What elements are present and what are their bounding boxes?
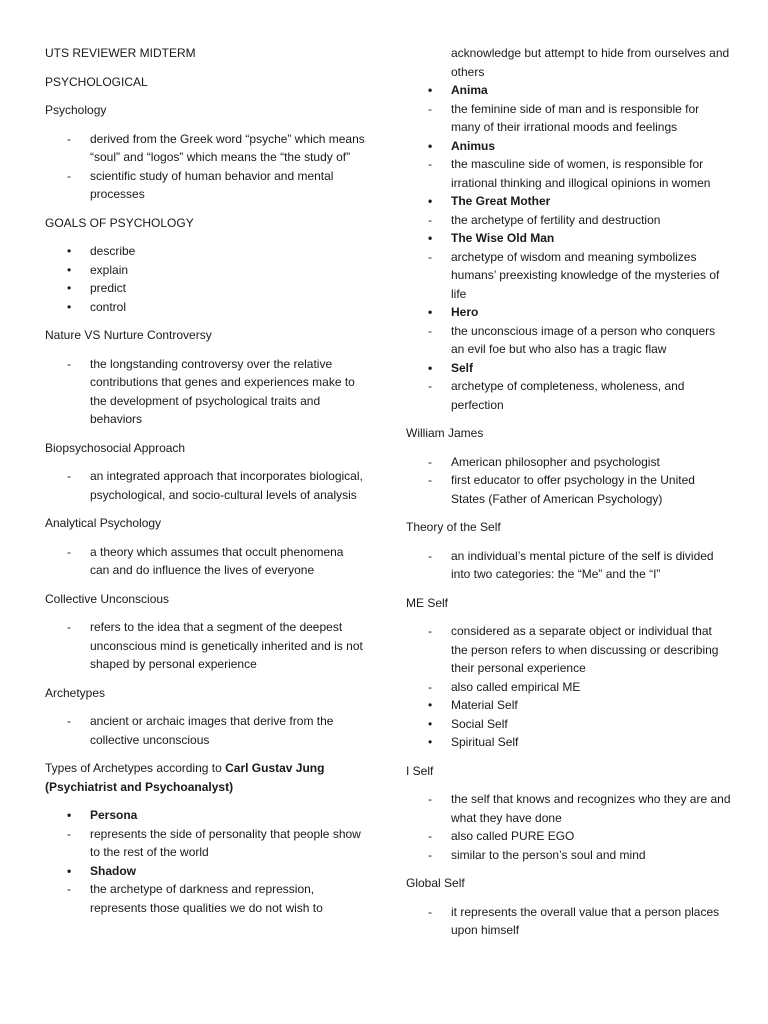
william-heading: William James <box>406 426 484 440</box>
list-item: - first educator to offer psychology in the United States (Father of American Psychology) <box>428 473 695 506</box>
collective-heading: Collective Unconscious <box>45 591 170 606</box>
list-item: • Anima <box>428 83 488 97</box>
biopsycho-list <box>45 467 365 504</box>
list-item: • describe <box>67 244 136 258</box>
theory-list <box>406 547 731 584</box>
list-item: acknowledge but attempt to hide from ourselves and others <box>451 46 730 79</box>
list-item: • Social Self <box>428 716 508 731</box>
list-item: - scientific study of human behavior and mental processes <box>67 168 334 201</box>
global-self-list <box>406 903 731 940</box>
list-item: • The Great Mother <box>428 194 551 208</box>
list-item: - the masculine side of women, is responsible for irrational thinking and illogical opinions in women <box>428 157 711 190</box>
list-item: - archetype of wisdom and meaning symbolizes humans’ preexisting knowledge of the mysteries of life <box>428 249 720 301</box>
list-item: • predict <box>67 281 127 295</box>
right-column <box>406 44 731 950</box>
list-item: • Material Self <box>428 698 518 712</box>
list-item: - it represents the overall value that a person places upon himself <box>428 904 720 937</box>
list-item: • Spiritual Self <box>428 735 519 749</box>
list-item: • Animus <box>428 138 496 153</box>
list-item: - the feminine side of man and is responsible for many of their irrational moods and feelings <box>428 101 700 134</box>
collective-list <box>45 618 365 674</box>
psychology-heading: Psychology <box>45 103 107 117</box>
nature-list <box>45 355 365 429</box>
list-item: - similar to the person’s soul and mind <box>428 847 646 862</box>
list-item: - also called PURE EGO <box>428 829 575 843</box>
archetype-types-list <box>45 806 365 917</box>
list-item: - the unconscious image of a person who conquers an evil foe but who also has a tragic flaw <box>428 323 716 356</box>
i-self-list <box>406 790 731 864</box>
archetype-types-list-continued <box>406 44 731 414</box>
list-item: - represents the side of personality that people show to the rest of the world <box>67 826 361 859</box>
list-item: - American philosopher and psychologist <box>428 454 660 469</box>
list-item: - ancient or archaic images that derive from the collective unconscious <box>67 714 334 747</box>
list-item: - archetype of completeness, wholeness, and perfection <box>428 379 685 412</box>
list-item: - a theory which assumes that occult phenomena can and do influence the lives of everyone <box>67 544 344 577</box>
nature-heading: Nature VS Nurture Controversy <box>45 328 212 342</box>
psychology-list <box>45 130 365 204</box>
william-list <box>406 453 731 509</box>
list-item: - derived from the Greek word “psyche” which means “soul” and “logos” which means the “the study of” <box>67 131 365 164</box>
list-item: - an individual’s mental picture of the self is divided into two categories: the “Me” and the “I” <box>428 548 714 581</box>
list-item: • explain <box>67 262 129 277</box>
list-item: - refers to the idea that a segment of the deepest unconscious mind is genetically inherited and is not shaped by personal experience <box>67 620 363 671</box>
theory-heading: Theory of the Self <box>406 520 501 534</box>
analytical-heading: Analytical Psychology <box>45 516 162 530</box>
biopsycho-heading: Biopsychosocial Approach <box>45 440 186 455</box>
list-item: - the archetype of fertility and destruction <box>428 212 661 227</box>
archetypes-list <box>45 712 365 749</box>
list-item: • Hero <box>428 305 479 319</box>
types-heading: Types of Archetypes according to Carl Gustav Jung (Psychiatrist and Psychoanalyst) <box>45 761 325 794</box>
me-self-heading: ME Self <box>406 595 449 610</box>
section-heading: PSYCHOLOGICAL <box>45 74 148 89</box>
list-item: • Self <box>428 360 474 375</box>
document-title: UTS REVIEWER MIDTERM <box>45 46 196 60</box>
list-item: - the self that knows and recognizes who they are and what they have done <box>428 792 731 825</box>
list-item: • The Wise Old Man <box>428 231 555 245</box>
analytical-list <box>45 543 365 580</box>
i-self-heading: I Self <box>406 763 434 778</box>
archetypes-heading: Archetypes <box>45 685 106 700</box>
left-column <box>45 44 365 927</box>
list-item: • Shadow <box>67 863 137 878</box>
list-item: - the longstanding controversy over the relative contributions that genes and experiences make to the development of psychological traits and behaviors <box>67 356 355 426</box>
global-self-heading: Global Self <box>406 876 465 890</box>
list-item: - the archetype of darkness and repression, represents those qualities we do not wish to <box>67 882 323 915</box>
list-item: - an integrated approach that incorporates biological, psychological, and socio-cultural levels of analysis <box>67 469 363 502</box>
list-item: - also called empirical ME <box>428 679 581 694</box>
list-item: • control <box>67 299 127 314</box>
list-item: - considered as a separate object or individual that the person refers to when discussing or describing their personal experience <box>428 624 719 675</box>
me-self-list <box>406 622 731 752</box>
list-item: • Persona <box>67 808 138 822</box>
goals-list <box>45 242 365 316</box>
goals-heading: GOALS OF PSYCHOLOGY <box>45 215 194 230</box>
